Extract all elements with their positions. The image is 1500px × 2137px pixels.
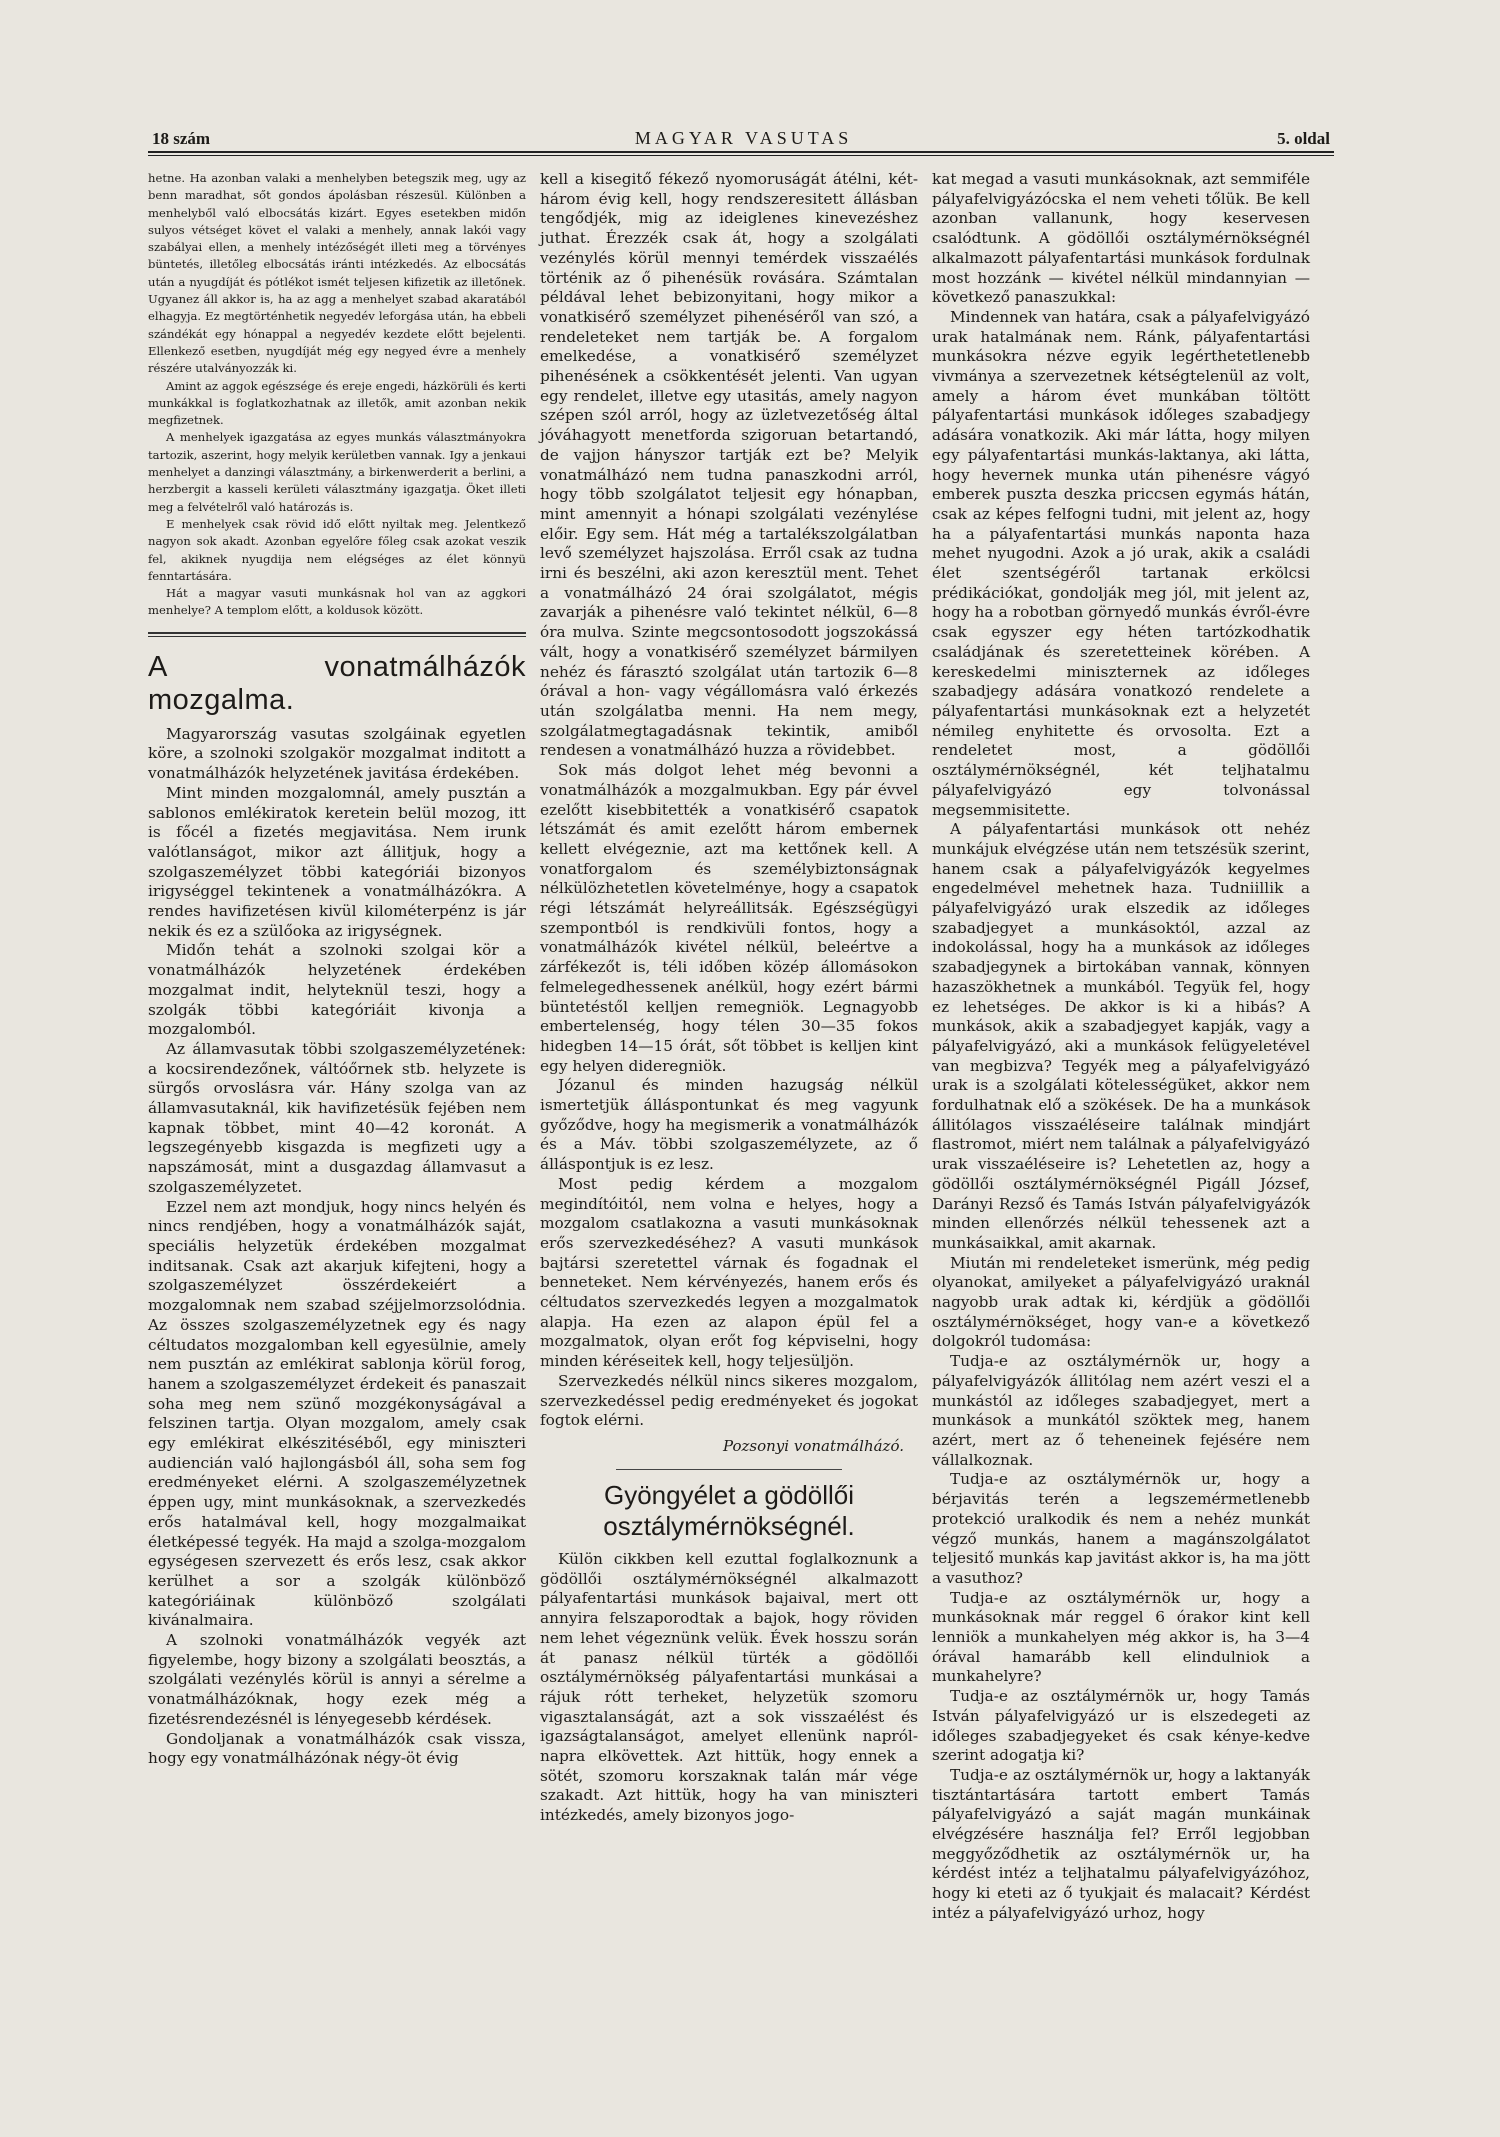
paragraph: Magyarország vasutas szolgáinak egyetlen köre, a szolnoki szolgakör mozgalmat inditott a vonatmálházók helyzetének javitása érdekében. bbox=[148, 724, 526, 783]
column-2 bbox=[540, 170, 918, 1924]
paragraph: Külön cikkben kell ezuttal foglalkoznunk a gödöllői osztálymérnökségnél alkalmazott pályafentartási munkások bajaival, mert ott annyira felszaporodtak a bajok, hogy röviden nem lehet végeznünk velük. Évek hosszu során át panasz nélkül türték a gödöllői osztálymérnökség pályafentartási munkásai a rájuk rótt terheket, helyzetük szomoru vigasztalanságát, azt a sok visszaélést és igazságtalanságot, amelyet ellenünk napról-napra elkövettek. Azt hittük, hogy ennek a sötét, szomoru korszaknak talán már vége szakadt. Azt hittük, hogy ha van miniszteri intézkedés, amely bizonyos jogo- bbox=[540, 1550, 918, 1825]
paragraph: Tudja-e az osztálymérnök ur, hogy a bérjavitás terén a legszemérmetlenebb protekció uralkodik és nem a nehéz munkát végző munkás, hanem a magánszolgálatot teljesitő munkás kap javitást akkor is, ha ma jött a vasuthoz? bbox=[932, 1470, 1310, 1587]
column-1 bbox=[148, 170, 526, 1924]
title-line-1: Gyöngyélet a gödöllői bbox=[603, 1480, 855, 1510]
paragraph: Tudja-e az osztálymérnök ur, hogy Tamás István pályafelvigyázó ur is elszedegeti az időleges szabadjegyeket és csak kénye-kedve szerint adogatja ki? bbox=[932, 1687, 1310, 1765]
menhely-article-end bbox=[148, 170, 526, 620]
paragraph: Tudja-e az osztálymérnök ur, hogy a laktanyák tisztántartására tartott embert Tamás pályafelvigyázó a saját magán munkáinak elvégzésére használja fel? Erről legjobban meggyőződhetik az osztálymérnök ur, ha kérdést intéz a teljhatalmu pályafelvigyázóhoz, hogy ki eteti az ő tyukjait és malacait? Kérdést intéz a pályafelvigyázó urhoz, hogy bbox=[932, 1765, 1310, 1922]
article-separator bbox=[616, 1469, 843, 1470]
article-title bbox=[540, 1480, 918, 1542]
paragraph: A menhelyek igazgatása az egyes munkás választmányokra tartozik, aszerint, hogy melyik kerületben vannak. Igy a jenkaui menhelyet a danzingi választmány, a birkenwerderit a berlini, a herzbergit a kasseli kerületi választmány igazgatja. Öket illeti meg a felvételről való határozás is. bbox=[148, 430, 526, 514]
paragraph: Most pedig kérdem a mozgalom megindítóitól, nem volna e helyes, hogy a mozgalom csatlakozna a vasuti munkásoknak erős szervezkedéséhez? A vasuti munkások bajtársi szeretettel várnak és fogadnak el benneteket. Nem kérvényezés, hanem erős és céltudatos szervezkedés legyen a mozgalmatok alapja. Ha ezen az alapon épül fel a mozgalmatok, olyan erőt fog képviselni, hogy minden kéréseitek kell, hogy teljesüljön. bbox=[540, 1174, 918, 1371]
article-separator bbox=[148, 632, 526, 634]
paragraph: E menhelyek csak rövid idő előtt nyiltak meg. Jelentkező nagyon sok akadt. Azonban egyelőre főleg csak azokat veszik fel, akiknek nyugdija nem elégséges az élet könnyü fenntartására. bbox=[148, 516, 526, 583]
paragraph: Tudja-e az osztálymérnök ur, hogy a munkásoknak már reggel 6 órakor kint kell lenniök a munkahelyen még akkor is, ha 3—4 órával hamarább kell elindulniok a munkahelyre? bbox=[932, 1588, 1310, 1686]
paragraph: hetne. Ha azonban valaki a menhelyben betegszik meg, ugy az benn maradhat, sőt gondos ápolásban részesül. Különben a menhelyből való elbocsátás kizárt. Egyes esetekben midőn sulyos vétséget követ el valaki a menhely, annak lakói vagy szabályai ellen, a menhely intézőségét illeti meg a törvényes büntetés, illetőleg elbocsátás iránti intézkedés. Az elbocsátás után a nyugdíját és pótlékot ismét teljesen kifizetik az illetőnek. Ugyanez áll akkor is, ha az agg a menhelyet szabad akaratából elhagyja. Ez megtörténhetik negyedév leforgása után, ha ebbeli szándékát egy hónappal a negyedév kezdete előtt bejelenti. Ellenkező esetben, nyugdíját még egy negyed évre a menhely részére utalványozzák ki. bbox=[148, 171, 526, 376]
paragraph: Tudja-e az osztálymérnök ur, hogy a pályafelvigyázók állitólag nem azért veszi el a munkástól az időleges szabadjegyet, mert a munkások a munkától szöktek meg, hanem azért, mert az ő teheneinek fejésére nem vállalkoznak. bbox=[932, 1352, 1310, 1469]
paragraph: Mindennek van határa, csak a pályafelvigyázó urak hatalmának nem. Ránk, pályafentartási munkásokra nézve egyik legérthetetlenebb vivmánya a szervezetnek kétségtelenül az volt, amely a három évet munkában töltött pályafentartási munkások időleges szabadjegy adására vonatkozik. Aki már látta, hogy milyen egy pályafentartási munkás-laktanya, aki látta, hogy hevernek munka után pihenésre vágyó emberek puszta deszka priccsen egymás hátán, csak az képes felfogni tudni, mit jelent az, hogy ha a pályafentartási munkás naponta haza mehet nyugodni. Azok a jó urak, akik a családi élet szentségéről tartanak erkölcsi prédikációkat, gondolják meg jól, mit jelent az, hogy ha a robotban görnyedő munkás évről-évre csak egyszer egy héten tartózkodhatik családjának és szeretetteinek körében. A kereskedelmi miniszternek az időleges szabadjegy adására vonatkozó rendelete a pályafentartási munkásoknak ezt a helyzetét némileg enyhitette és orvosolta. Ezt a rendeletet most, a gödöllői osztálymérnökségnél, két teljhatalmu pályafelvigyázó egy tolvonással megsemmisitette. bbox=[932, 307, 1310, 819]
paragraph: Amint az aggok egészsége és ereje engedi, házkörüli és kerti munkákkal is foglatkozhatnak az illetők, amit azonban nekik megfizetnek. bbox=[148, 378, 526, 428]
title-line-2: osztálymérnökségnél. bbox=[603, 1511, 855, 1541]
header-rule bbox=[148, 151, 1334, 156]
paragraph: Miután mi rendeleteket ismerünk, még pedig olyanokat, amilyeket a pályafelvigyázó uraknál nagyobb urak adtak ki, kérdjük a gödöllői osztálymérnökséget, hogy van-e a következő dolgokról tudomása: bbox=[932, 1253, 1310, 1351]
paragraph: Szervezkedés nélkül nincs sikeres mozgalom, szervezkedéssel pedig eredményeket és jogokat fogtok elérni. bbox=[540, 1371, 918, 1430]
column-3 bbox=[932, 170, 1310, 1924]
paragraph: Midőn tehát a szolnoki szolgai kör a vonatmálházók helyzetének érdekében mozgalmat indit, helyteknül teszi, hogy a szolgák többi kategóriáit kivonja a mozgalomból. bbox=[148, 941, 526, 1039]
paragraph: Ezzel nem azt mondjuk, hogy nincs helyén és nincs rendjében, hogy a vonatmálházók saját, speciális helyzetük érdekében mozgalmat inditsanak. Csak azt akarjuk kifejteni, hogy a szolgaszemélyzet összérdekeiért a mozgalomnak nem szabad széjjelmorzsolódnia. Az összes szolgaszemélyzetnek egy és nagy céltudatos mozgalomban kell egyesülnie, amely nem pusztán az emlékirat sablonja körül forog, hanem a szolgaszemélyzet érdekeit és panaszait soha meg nem szünő mozgékonyságával a felszinen tartja. Olyan mozgalom, amely csak egy emlékirat elkészitéséből, egy miniszteri audiencián való hajlongásból áll, soha sem fog eredményeket elérni. A szolgaszemélyzetnek éppen ugy, mint munkásoknak, a szervezkedés erős hatalmával kell, hogy mozgalmaikat életképessé tegyék. Ha majd a szolga-mozgalom egységesen szervezett és erős lesz, csak akkor kerülhet a sor a szolgák különböző kategóriáinak különböző szolgálati kivánalmaira. bbox=[148, 1197, 526, 1630]
paragraph: Gondoljanak a vonatmálházók csak vissza, hogy egy vonatmálházónak négy-öt évig bbox=[148, 1729, 526, 1768]
paragraph: A szolnoki vonatmálházók vegyék azt figyelembe, hogy bizony a szolgálati beosztás, a szolgálati vezénylés körül is annyi a sérelme a vonatmálházóknak, hogy ezek még a fizetésrendezésnél is lényegesebb kérdések. bbox=[148, 1631, 526, 1728]
page-header bbox=[148, 128, 1334, 151]
paragraph: Sok más dolgot lehet még bevonni a vonatmálházók a mozgalmukban. Egy pár évvel ezelőtt kisebbitették a vonatkisérő csapatok létszámát és amit ezelőtt három embernek kellett elvégeznie, azt ma kettőnek kell. A vonatforgalom és személybiztonságnak nélkülözhetetlen követelménye, hogy a csapatok régi létszámát helyreállitsák. Egészségügyi szempontból is rendkivüli fontos, hogy a vonatmálházók kivétel nélkül, beleértve a zárfékezőt is, téli időben közép állomásokon felmelegedhessenek anélkül, hogy ezért bármi büntetéstől kelljen remegniök. Legnagyobb embertelenség, hogy télen 30—35 fokos hidegben 14—15 órát, sőt többet is kelljen kint egy helyen dideregniök. bbox=[540, 761, 918, 1075]
newspaper-title: MAGYAR VASUTAS bbox=[634, 128, 853, 148]
page-number: 5. oldal bbox=[1277, 129, 1330, 148]
paragraph: kell a kisegitő fékező nyomoruságát átélni, két-három évig kell, hogy rendszeresitett állásban tengődjék, mig az ideiglenes kinevezéshez juthat. Érezzék csak át, hogy a szolgálati vezénylés körül mennyi temérdek visszaélés történik az ő pihenésük rovására. Számtalan példával lehet bebizonyitani, hogy mikor a vonatkisérő személyzet pihenéséről van szó, a rendeleteket nem tartják be. A forgalom emelkedése, a vonatkisérő személyzet pihenésének a csökkentését jelenti. Van ugyan egy rendelet, illetve egy utasitás, amely nagyon szépen szól arról, hogy az üzletvezetőség által jóváhagyott menetforda szigoruan betartandó, de vajjon hányszor tartják ezt be? Melyik vonatmálházó nem tudna panaszkodni arról, hogy több szolgálatot teljesit egy hónapban, mint amennyit a hónapi szolgálati vezénylése előir. Egy sem. Hát még a tartalékszolgálatban levő személyzet hajszolása. Erről csak az tudna irni és beszélni, aki azon keresztül ment. Tehet a vonatmálházó 24 órai szolgálatot, mégis zavarják a pihenésre való tekintet nélkül, 6—8 óra mulva. Szinte megcsontosodott jogszokássá vált, hogy a vonatkisérő személyzet bármilyen nehéz és fárasztó szolgálat után tartozik 6—8 órával a hon- vagy végállomásra való érkezés után szolgálatba menni. Ha nem megy, szolgálatmegtagadásnak tekintik, amiből rendesen a vonatmálházó huzza a rövidebbet. bbox=[540, 170, 918, 760]
issue-number: 18 szám bbox=[152, 129, 211, 148]
article-body bbox=[148, 725, 526, 1769]
paragraph: A pályafentartási munkások ott nehéz munkájuk elvégzése után nem tetszésük szerint, hanem csak a pályafelvigyázók kegyelmes engedelmével mehetnek haza. Tudniillik a pályafelvigyázó urak elszedik az időleges szabadjegyet a munkásoktól, azzal az indokolással, hogy ha a munkások az időleges szabadjegynek a birtokában vannak, könnyen hazaszökhetnek a munkából. Tegyük fel, hogy ez lehetséges. De akkor is ki a hibás? A munkások, akik a szabadjegyet kapják, vagy a pályafelvigyázó, aki a munkások felügyeletével van megbizva? Tegyék meg a pályafelvigyázó urak is a szolgálati kötelességüket, akkor nem fordulhatnak elő a szökések. De ha a munkások állitólagos visszaéléseire találnak mindjárt flastromot, miért nem találnak a pályafelvigyázó urak visszaéléseire is? Lehetetlen az, hogy a gödöllői osztálymérnökségnél Pigáll József, Darányi Rezső és Tamás István pályafelvigyázók minden ellenőrzés nélkül tehessenek azt a munkásaikkal, amit akarnak. bbox=[932, 820, 1310, 1252]
paragraph: Józanul és minden hazugság nélkül ismertetjük álláspontunkat és meg vagyunk győződve, hogy ha megismerik a vonatmálházók és a Máv. többi szolgaszemélyzete, az ő álláspontjuk is ez lesz. bbox=[540, 1076, 918, 1174]
article-title: A vonatmálházók mozgalma. bbox=[148, 650, 526, 716]
paragraph: Az államvasutak többi szolgaszemélyzetének: a kocsirendezőnek, váltóőrnek stb. helyzete is sürgős orvoslásra vár. Hány szolga van az államvasutaknál, kik havifizetésük fejében nem kapnak többet, mint 40—42 koronát. A legszegényebb kisgazda is megfizeti ugy a napszámosát, mint a dusgazdag államvasut a szolgaszemélyzetet. bbox=[148, 1039, 526, 1196]
paragraph: Mint minden mozgalomnál, amely pusztán a sablonos emlékiratok keretein belül mozog, itt is főcél a fizetés megjavitása. Nem irunk valótlanságot, mikor azt állitjuk, hogy a szolgaszemélyzet többi kategóriái bizonyos irigységgel tekintenek a vonatmálházókra. A rendes havifizetésen kivül kilométerpénz is jár nekik és ez a szülőoka az irigységnek. bbox=[148, 783, 526, 940]
paragraph: Hát a magyar vasuti munkásnak hol van az aggkori menhelye? A templom előtt, a koldusok között. bbox=[148, 586, 526, 618]
article-separator-thin bbox=[148, 636, 526, 637]
paragraph: kat megad a vasuti munkásoknak, azt semmiféle pályafelvigyázócska el nem veheti tőlük. Be kell azonban vallanunk, hogy keservesen csalódtunk. A gödöllői osztálymérnökségnél alkalmazott pályafentartási munkások fordulnak most hozzánk — kivétel nélkül mindannyian — következő panaszukkal: bbox=[932, 170, 1310, 307]
article-signature: Pozsonyi vonatmálházó. bbox=[723, 1437, 904, 1455]
columns bbox=[148, 170, 1334, 1924]
